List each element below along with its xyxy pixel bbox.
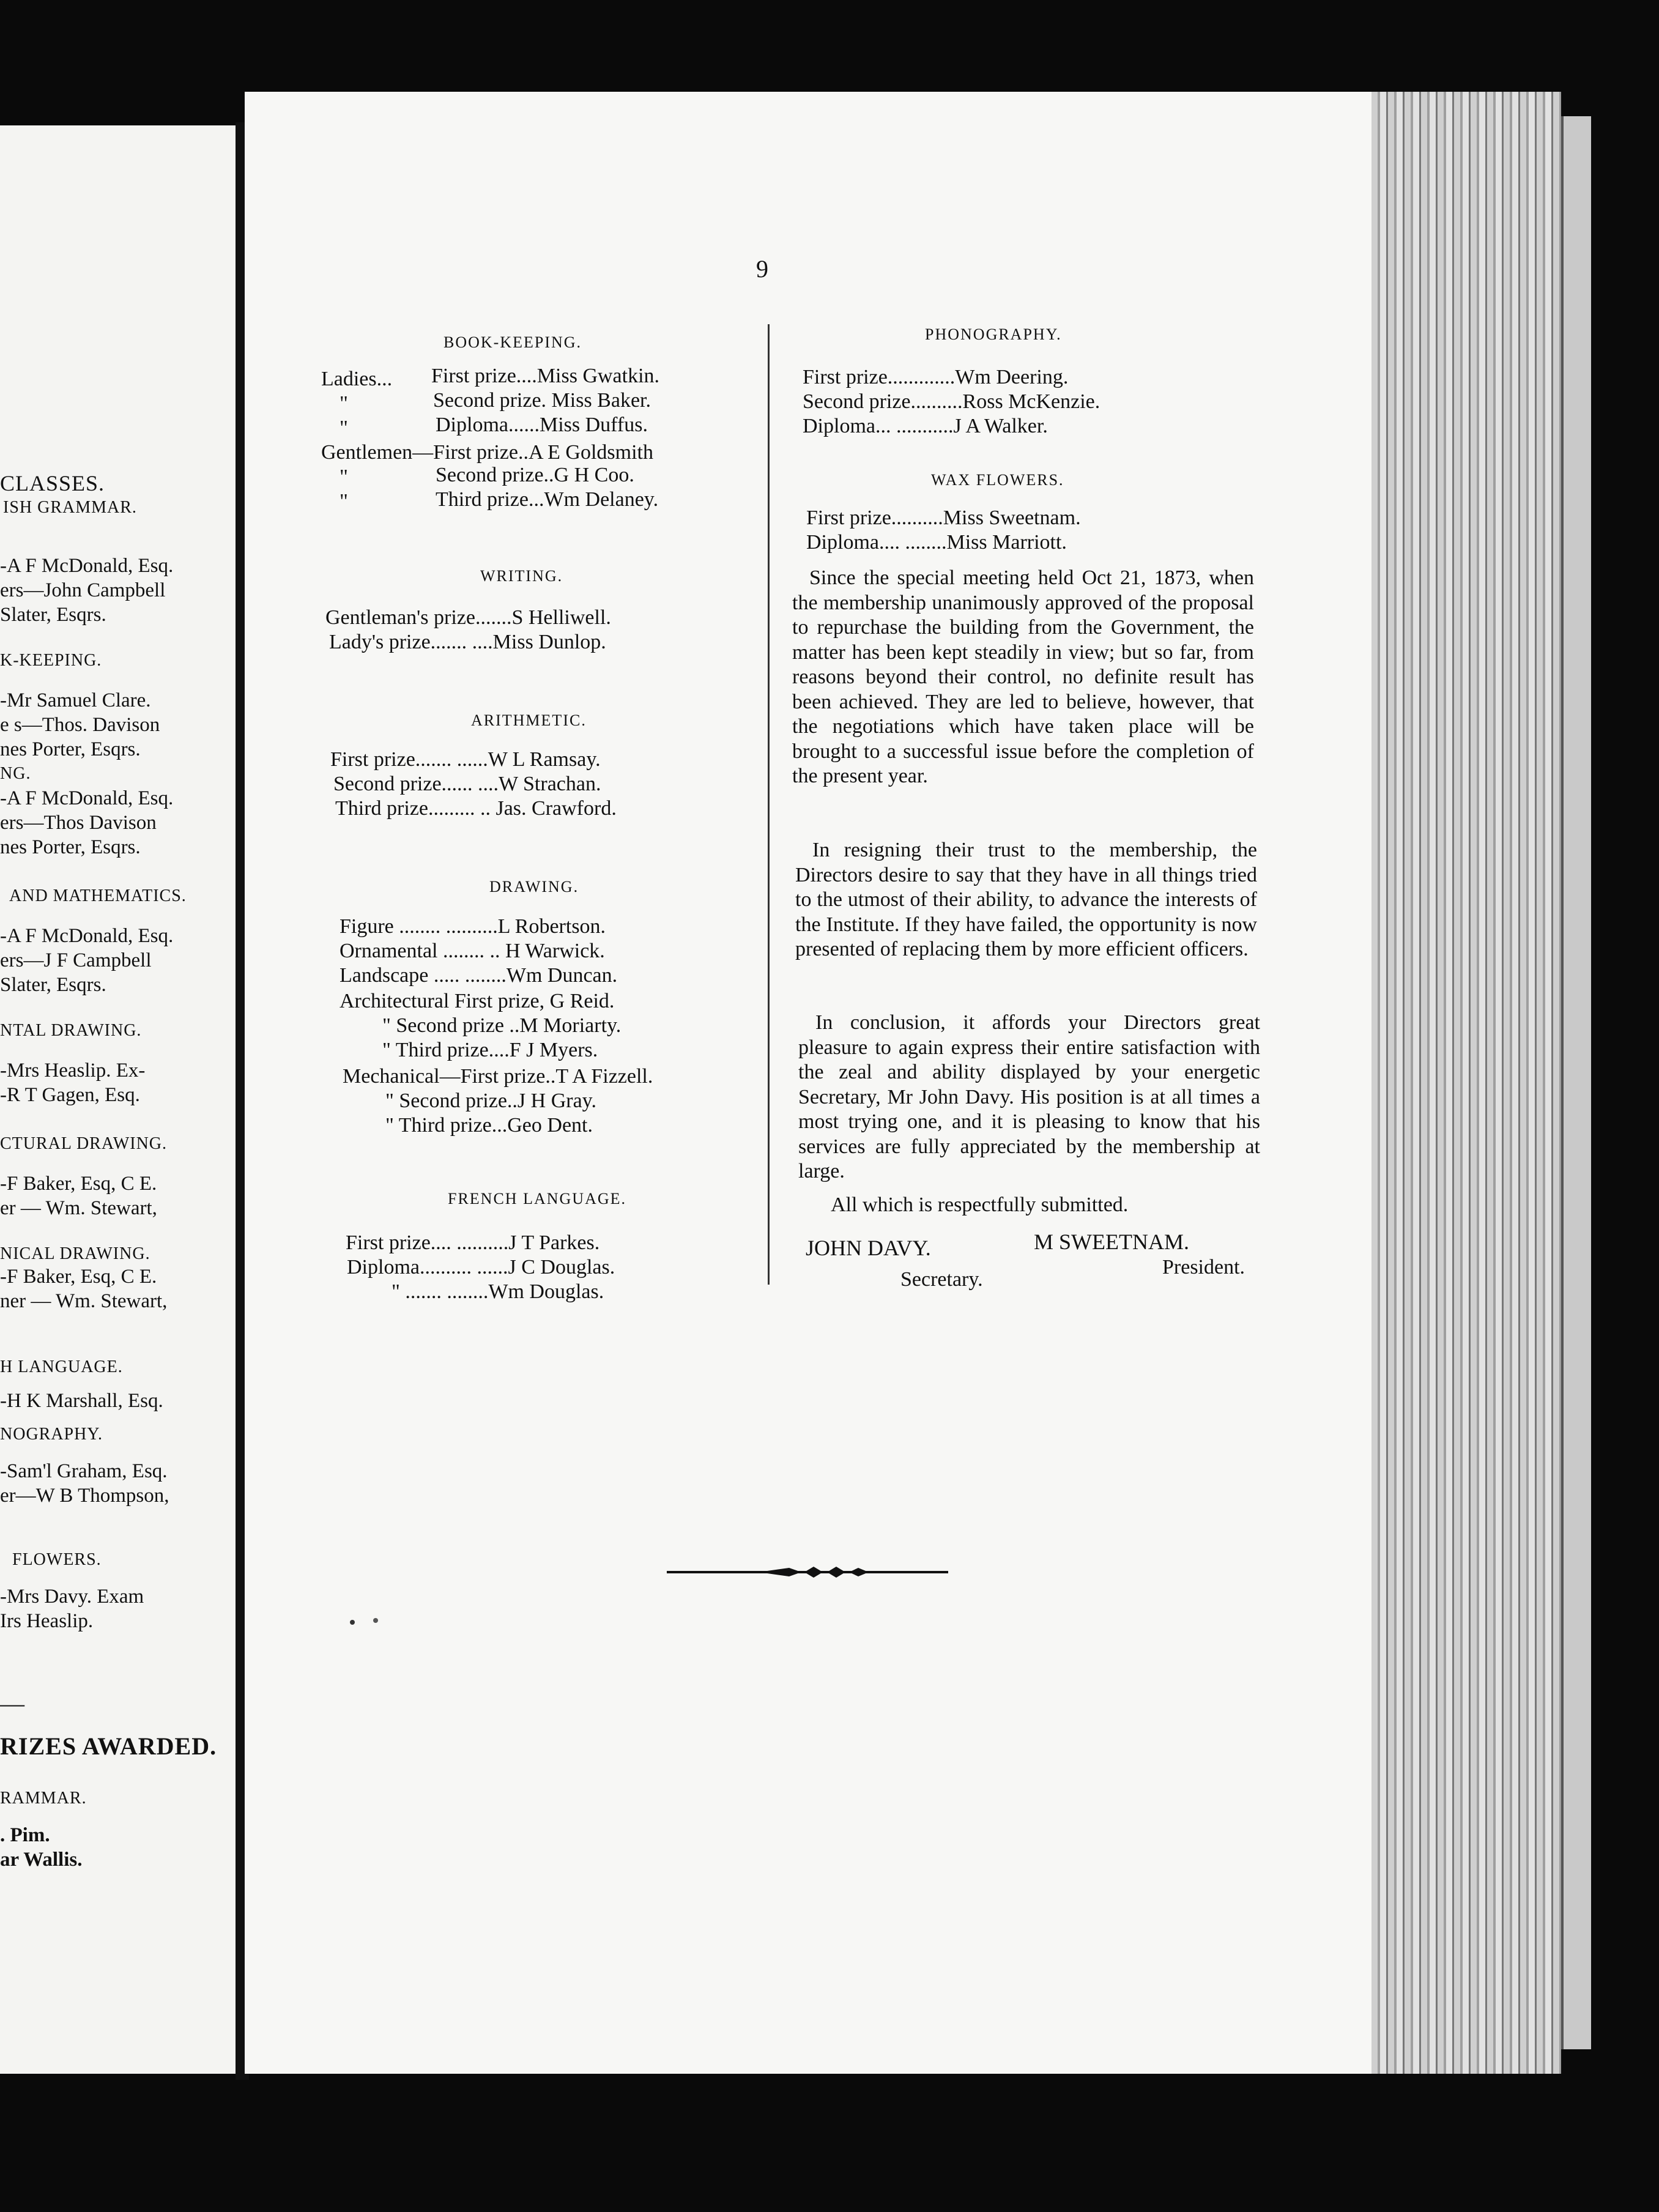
facing-line: er — Wm. Stewart, — [0, 1197, 157, 1219]
facing-line: -A F McDonald, Esq. — [0, 787, 174, 809]
book-keeping-row: Second prize..G H Coo. — [436, 464, 634, 486]
facing-line: AND MATHEMATICS. — [9, 886, 187, 905]
signature-president-title: President. — [1162, 1256, 1245, 1279]
writing-row: Lady's prize....... ....Miss Dunlop. — [329, 631, 606, 653]
signature-secretary-name: JOHN DAVY. — [806, 1236, 931, 1260]
book-keeping-row: First prize....Miss Gwatkin. — [431, 365, 660, 387]
facing-page — [0, 125, 236, 2074]
writing-row: Gentleman's prize.......S Helliwell. — [325, 606, 611, 629]
book-keeping-row: " — [340, 466, 348, 488]
book-keeping-row: " — [340, 490, 348, 513]
book-keeping-row: Ladies... — [321, 368, 393, 390]
wax-flowers-heading: WAX FLOWERS. — [931, 471, 1064, 489]
report-paragraph: Since the special meeting held Oct 21, 1873, when the membership unanimously approved of the proposal to repurchase the building from the Government, the matter has been kept steadily in view; but so far, from reasons beyond their control, no definite result has been achieved. They are led to believe, however, that the negotiations which have taken place will be brought to a successful issue before the completion of the present year. — [792, 566, 1254, 787]
book-cover-edge — [1561, 116, 1591, 2049]
facing-line: Slater, Esqrs. — [0, 604, 106, 626]
phonography-row: First prize.............Wm Deering. — [803, 366, 1069, 388]
facing-line: CTURAL DRAWING. — [0, 1134, 168, 1153]
arithmetic-row: Third prize......... .. Jas. Crawford. — [335, 797, 617, 820]
facing-line: Slater, Esqrs. — [0, 974, 106, 996]
facing-line: nes Porter, Esqrs. — [0, 836, 141, 858]
arithmetic-row: Second prize...... ....W Strachan. — [333, 773, 601, 795]
facing-line: NOGRAPHY. — [0, 1425, 103, 1444]
book-keeping-row: Third prize...Wm Delaney. — [436, 488, 659, 511]
drawing-row: Figure ........ ..........L Robertson. — [340, 915, 606, 938]
drawing-heading: DRAWING. — [489, 878, 579, 896]
book-keeping-row: " — [340, 417, 348, 439]
drawing-row: Architectural First prize, G Reid. — [340, 990, 615, 1012]
facing-line: K-KEEPING. — [0, 651, 102, 670]
facing-line: er—W B Thompson, — [0, 1485, 169, 1507]
facing-line: -F Baker, Esq, C E. — [0, 1173, 157, 1195]
facing-line: NTAL DRAWING. — [0, 1021, 142, 1040]
facing-line: ers—J F Campbell — [0, 949, 152, 971]
facing-line: — — [0, 1690, 24, 1717]
signature-secretary-title: Secretary. — [900, 1268, 983, 1291]
drawing-row: " Second prize..J H Gray. — [385, 1089, 596, 1112]
facing-line: RAMMAR. — [0, 1789, 87, 1808]
facing-line: -Mr Samuel Clare. — [0, 689, 151, 711]
book-keeping-row: Second prize. Miss Baker. — [433, 389, 651, 412]
facing-line: Irs Heaslip. — [0, 1610, 94, 1632]
facing-line: ISH GRAMMAR. — [3, 498, 137, 517]
french-row: First prize.... ..........J T Parkes. — [346, 1231, 600, 1254]
arithmetic-heading: ARITHMETIC. — [471, 711, 587, 729]
book-keeping-row: Diploma......Miss Duffus. — [436, 414, 648, 436]
facing-line: -H K Marshall, Esq. — [0, 1390, 163, 1412]
facing-line: -R T Gagen, Esq. — [0, 1084, 140, 1106]
drawing-row: Landscape ..... ........Wm Duncan. — [340, 964, 618, 987]
french-row: Diploma.......... ......J C Douglas. — [347, 1256, 615, 1279]
facing-line: -Mrs Davy. Exam — [0, 1586, 144, 1608]
facing-line: nes Porter, Esqrs. — [0, 738, 141, 760]
facing-line: NG. — [0, 764, 31, 783]
book-keeping-heading: BOOK-KEEPING. — [444, 333, 582, 351]
report-paragraph: In conclusion, it affords your Directors great pleasure to again express their entire satisfaction with the zeal and ability displayed by your energetic Secretary, Mr John Davy. His position is at all times a most trying one, and it is pleasing to know that his services are fully appreciated by the membership at large. — [798, 1011, 1260, 1182]
ink-dot — [373, 1618, 378, 1623]
wax-flowers-row: Diploma.... ........Miss Marriott. — [806, 531, 1067, 554]
ornament-divider — [667, 1563, 948, 1581]
facing-line: FLOWERS. — [12, 1550, 102, 1569]
facing-line: -Sam'l Graham, Esq. — [0, 1460, 168, 1482]
wax-flowers-row: First prize..........Miss Sweetnam. — [806, 507, 1081, 529]
drawing-row: " Second prize ..M Moriarty. — [382, 1014, 622, 1037]
facing-line: . Pim. — [0, 1824, 50, 1846]
book-keeping-row: Gentlemen—First prize..A E Goldsmith — [321, 441, 653, 464]
facing-line: -A F McDonald, Esq. — [0, 555, 174, 577]
page-number: 9 — [756, 255, 768, 283]
facing-line: -A F McDonald, Esq. — [0, 925, 174, 947]
facing-line: NICAL DRAWING. — [0, 1244, 150, 1263]
drawing-row: " Third prize...Geo Dent. — [385, 1114, 593, 1137]
arithmetic-row: First prize....... ......W L Ramsay. — [330, 748, 601, 771]
french-row: " ....... ........Wm Douglas. — [392, 1280, 604, 1303]
phonography-row: Diploma... ...........J A Walker. — [803, 415, 1048, 437]
facing-line: RIZES AWARDED. — [0, 1732, 217, 1760]
drawing-row: Ornamental ........ .. H Warwick. — [340, 940, 605, 962]
facing-line: -F Baker, Esq, C E. — [0, 1266, 157, 1288]
report-paragraph: In resigning their trust to the membership, the Directors desire to say that they have in all things tried to the utmost of their ability, to advance the interests of the Institute. If they have failed, the opportunity is now presented of replacing them by more efficient officers. — [795, 839, 1257, 960]
facing-line: ar Wallis. — [0, 1849, 83, 1871]
drawing-row: " Third prize....F J Myers. — [382, 1039, 598, 1061]
french-heading: FRENCH LANGUAGE. — [448, 1190, 626, 1208]
book-keeping-row: " — [340, 392, 348, 415]
facing-line: ers—John Campbell — [0, 579, 166, 601]
facing-line: ner — Wm. Stewart, — [0, 1290, 168, 1312]
facing-line: ers—Thos Davison — [0, 812, 157, 834]
drawing-row: Mechanical—First prize..T A Fizzell. — [343, 1065, 653, 1088]
phonography-row: Second prize..........Ross McKenzie. — [803, 390, 1100, 413]
page-block-edges — [1371, 92, 1561, 2074]
facing-line: -Mrs Heaslip. Ex- — [0, 1060, 146, 1082]
ink-dot — [350, 1620, 355, 1625]
signature-president-name: M SWEETNAM. — [1034, 1230, 1189, 1254]
column-divider — [768, 324, 770, 1285]
phonography-heading: PHONOGRAPHY. — [925, 325, 1062, 343]
facing-line: CLASSES. — [0, 471, 105, 495]
facing-line: e s—Thos. Davison — [0, 714, 160, 736]
report-closing: All which is respectfully submitted. — [831, 1193, 1129, 1216]
facing-line: H LANGUAGE. — [0, 1357, 123, 1376]
writing-heading: WRITING. — [480, 567, 563, 585]
